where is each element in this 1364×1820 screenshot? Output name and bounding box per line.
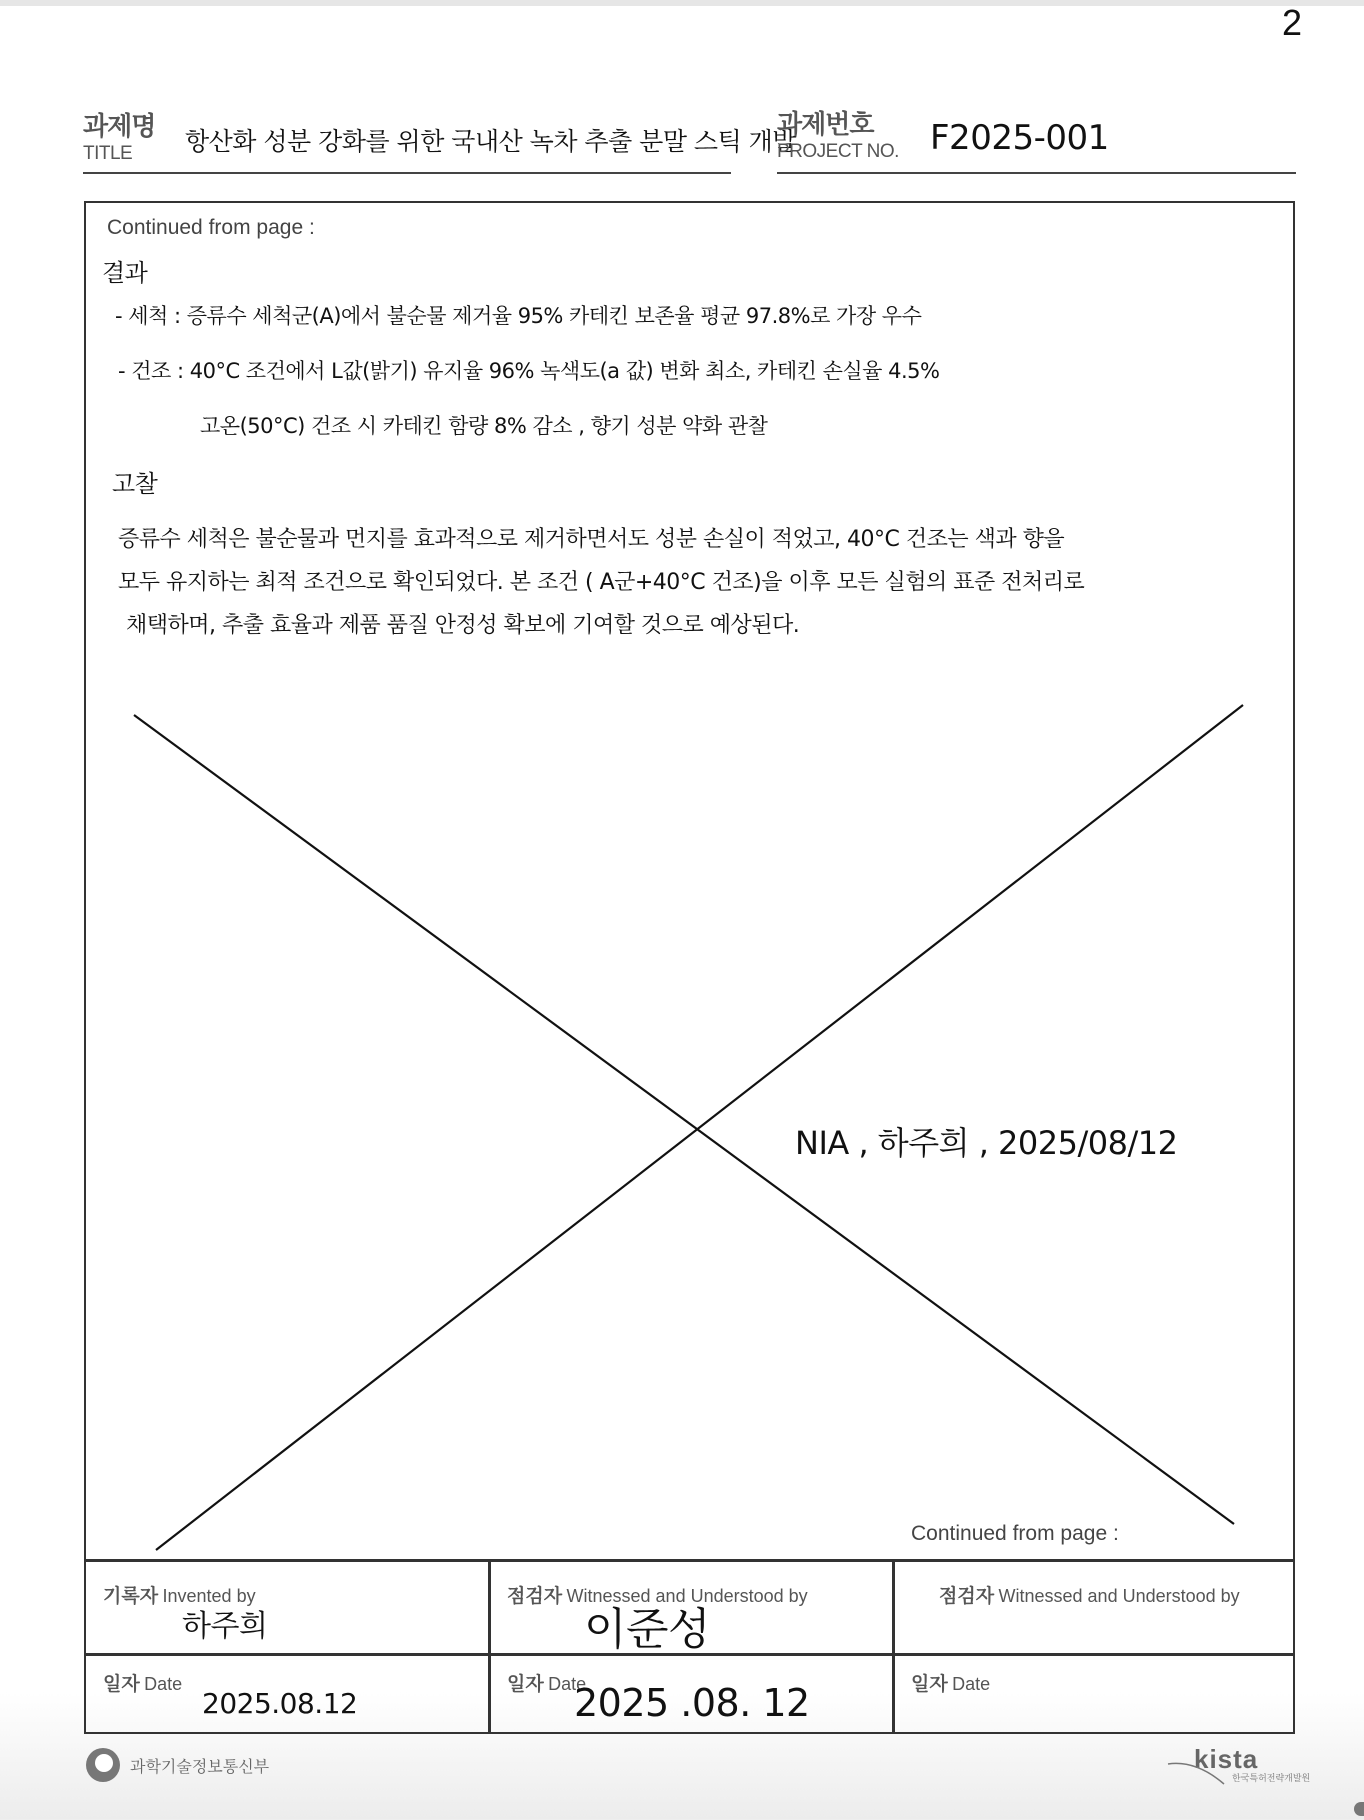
ministry-name: 과학기술정보통신부	[130, 1758, 270, 1776]
date1-value: 2025.08.12	[202, 1687, 358, 1720]
project-number-label-ko: 과제번호	[777, 109, 874, 139]
witness2-label-ko: 점검자	[939, 1586, 995, 1607]
continued-from-page-bottom: Continued from page :	[911, 1522, 1119, 1545]
title-label-en: TITLE	[83, 143, 133, 164]
invented-by-signature: 하주희	[182, 1609, 268, 1644]
witness1-signature: 이준성	[584, 1604, 711, 1655]
kista-swoosh-icon	[1166, 1758, 1226, 1788]
project-number-value: F2025-001	[930, 118, 1109, 158]
ministry-logo	[86, 1748, 269, 1782]
date1-label-ko: 일자	[103, 1674, 140, 1695]
project-title-value: 항산화 성분 강화를 위한 국내산 녹차 추출 분말 스틱 개발	[185, 127, 796, 156]
kista-wordmark: kista	[1194, 1744, 1259, 1774]
results-heading: 결과	[102, 259, 148, 287]
kista-subtitle: 한국특허전략개발원	[1232, 1773, 1311, 1783]
discussion-line-1: 증류수 세척은 불순물과 먼지를 효과적으로 제거하면서도 성분 손실이 적었고, 40°C 건조는 색과 향을	[118, 527, 1065, 552]
project-number-label-en: PROJECT NO.	[777, 141, 899, 162]
page-number: 2	[1281, 2, 1302, 43]
results-line-high-temp: 고온(50°C) 건조 시 카테킨 함량 8% 감소 , 향기 성분 약화 관찰	[200, 414, 768, 438]
date1-label	[103, 1669, 182, 1696]
date2-value: 2025 .08. 12	[574, 1681, 810, 1725]
date2-label-ko: 일자	[507, 1674, 544, 1695]
date3-label-en: Date	[952, 1674, 991, 1694]
date3-label	[911, 1669, 990, 1696]
continued-from-page-top: Continued from page :	[107, 216, 315, 239]
results-line-dry: - 건조 : 40°C 조건에서 L값(밝기) 유지율 96% 녹색도(a 값) 변화 최소, 카테킨 손실율 4.5%	[118, 359, 940, 383]
void-annotation: NIA , 하주희 , 2025/08/12	[795, 1124, 1178, 1162]
witness2-label	[939, 1581, 1240, 1608]
witness2-label-en: Witnessed and Understood by	[998, 1586, 1240, 1606]
discussion-heading: 고찰	[112, 470, 158, 498]
date1-label-en: Date	[144, 1674, 183, 1694]
signature-table	[84, 1559, 1295, 1734]
witness1-label-en: Witnessed and Understood by	[566, 1586, 808, 1606]
invented-by-label-en: Invented by	[162, 1586, 256, 1606]
invented-by-label-ko: 기록자	[103, 1586, 159, 1607]
witness1-label-ko: 점검자	[507, 1586, 563, 1607]
date3-label-ko: 일자	[911, 1674, 948, 1695]
results-line-wash: - 세척 : 증류수 세척군(A)에서 불순물 제거율 95% 카테킨 보존율 평균 97.8%로 가장 우수	[115, 304, 922, 328]
signature-col-divider-1	[488, 1559, 491, 1734]
taeguk-emblem-icon	[86, 1748, 120, 1782]
viewer-scroll-indicator[interactable]	[1354, 1802, 1364, 1816]
date2-label-en: Date	[548, 1674, 587, 1694]
discussion-line-3: 채택하며, 추출 효율과 제품 품질 안정성 확보에 기여할 것으로 예상된다.	[126, 613, 800, 638]
signature-col-divider-2	[892, 1559, 895, 1734]
kista-logo	[1166, 1744, 1310, 1784]
discussion-line-2: 모두 유지하는 최적 조건으로 확인되었다. 본 조건 ( A군+40°C 건조)을 이후 모든 실험의 표준 전처리로	[118, 570, 1085, 595]
title-label-ko: 과제명	[83, 111, 156, 141]
signature-table-top-rule	[84, 1559, 1295, 1562]
